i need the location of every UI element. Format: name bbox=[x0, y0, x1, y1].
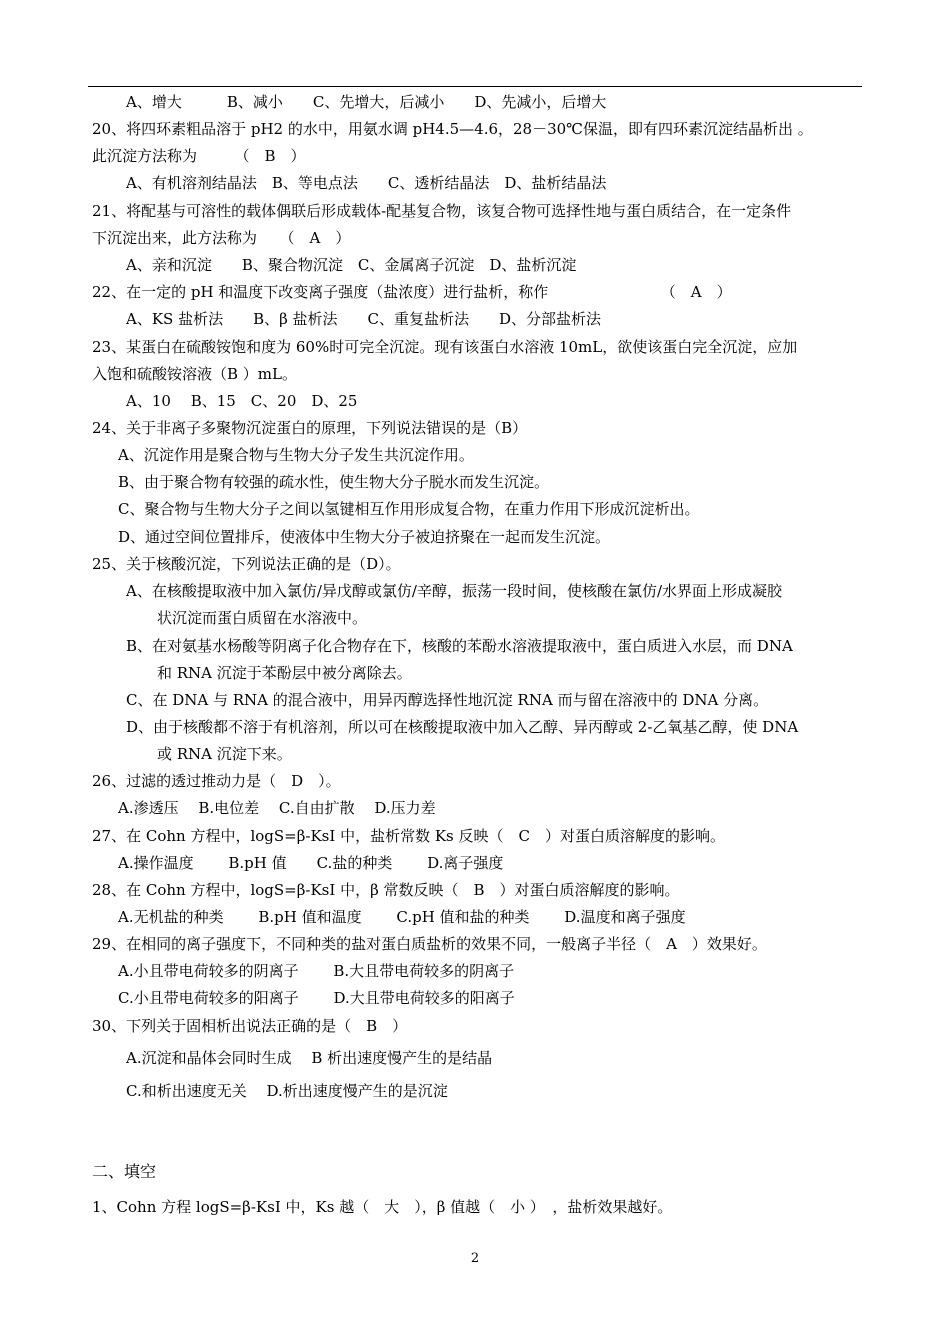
question-28: 28、在 Cohn 方程中，logS=β-KsI 中，β 常数反映（ B ）对蛋白质溶解度的影响。 bbox=[92, 881, 680, 899]
text-line: 下沉淀出来，此方法称为 （ A ） bbox=[92, 229, 351, 247]
option-line: D、由于核酸都不溶于有机溶剂，所以可在核酸提取液中加入乙醇、异丙醇或 2-乙氧基乙醇，使 DNA bbox=[126, 718, 799, 736]
question-22: 22、在一定的 pH 和温度下改变离子强度（盐浓度）进行盐析，称作 （ A ） bbox=[92, 283, 732, 301]
option-line: C、聚合物与生物大分子之间以氢键相互作用形成复合物，在重力作用下形成沉淀析出。 bbox=[118, 500, 700, 518]
question-26: 26、过滤的透过推动力是（ D ）。 bbox=[92, 772, 341, 790]
option-continuation: 和 RNA 沉淀于苯酚层中被分离除去。 bbox=[157, 664, 412, 682]
option-line: A、在核酸提取液中加入氯仿/异戊醇或氯仿/辛醇，振荡一段时间，使核酸在氯仿/水界面上形成凝胶 bbox=[126, 582, 782, 600]
options-line: A、亲和沉淀 B、聚合物沉淀 C、金属离子沉淀 D、盐析沉淀 bbox=[126, 256, 577, 274]
options-line: A.无机盐的种类 B.pH 值和温度 C.pH 值和盐的种类 D.温度和离子强度 bbox=[118, 908, 686, 926]
options-line: A.小且带电荷较多的阴离子 B.大且带电荷较多的阴离子 bbox=[118, 962, 515, 980]
option-continuation: 状沉淀而蛋白质留在水溶液中。 bbox=[157, 609, 368, 627]
text-line: A、增大 B、减小 C、先增大，后减小 D、先减小，后增大 bbox=[126, 93, 607, 111]
options-line: A.渗透压 B.电位差 C.自由扩散 D.压力差 bbox=[118, 799, 436, 817]
options-line: A.操作温度 B.pH 值 C.盐的种类 D.离子强度 bbox=[118, 854, 504, 872]
options-line: A、10 B、15 C、20 D、25 bbox=[126, 392, 358, 410]
question-29: 29、在相同的离子强度下，不同种类的盐对蛋白质盐析的效果不同，一般离子半径（ A ）效果好。 bbox=[92, 935, 767, 953]
page-number: 2 bbox=[470, 1251, 480, 1266]
option-line: B、在对氨基水杨酸等阴离子化合物存在下，核酸的苯酚水溶液提取液中，蛋白质进入水层，而 DNA bbox=[126, 637, 793, 655]
option-line: C、在 DNA 与 RNA 的混合液中，用异丙醇选择性地沉淀 RNA 而与留在溶液中的 DNA 分离。 bbox=[126, 691, 769, 709]
question-23: 23、某蛋白在硫酸铵饱和度为 60%时可完全沉淀。现有该蛋白水溶液 10mL，欲使该蛋白完全沉淀，应加 bbox=[92, 338, 798, 356]
question-20: 20、将四环素粗品溶于 pH2 的水中，用氨水调 pH4.5—4.6，28－30℃保温，即有四环素沉淀结晶析出 。 bbox=[92, 120, 813, 138]
question-24: 24、关于非离子多聚物沉淀蛋白的原理，下列说法错误的是（B） bbox=[92, 419, 528, 437]
options-line: A.沉淀和晶体会同时生成 B 析出速度慢产生的是结晶 bbox=[126, 1049, 493, 1067]
question-21: 21、将配基与可溶性的载体偶联后形成载体-配基复合物，该复合物可选择性地与蛋白质结合，在一定条件 bbox=[92, 202, 792, 220]
option-line: B、由于聚合物有较强的疏水性，使生物大分子脱水而发生沉淀。 bbox=[118, 473, 550, 491]
option-line: A、沉淀作用是聚合物与生物大分子发生共沉淀作用。 bbox=[118, 446, 474, 464]
fill-question-1: 1、Cohn 方程 logS=β-KsI 中，Ks 越（ 大 ），β 值越（ 小 ） ，盐析效果越好。 bbox=[92, 1198, 673, 1216]
question-25: 25、关于核酸沉淀，下列说法正确的是（D）。 bbox=[92, 555, 401, 573]
options-line: A、有机溶剂结晶法 B、等电点法 C、透析结晶法 D、盐析结晶法 bbox=[126, 174, 607, 192]
options-line: C.和析出速度无关 D.析出速度慢产生的是沉淀 bbox=[126, 1082, 448, 1100]
question-27: 27、在 Cohn 方程中，logS=β-KsI 中，盐析常数 Ks 反映（ C ）对蛋白质溶解度的影响。 bbox=[92, 827, 725, 845]
options-line: C.小且带电荷较多的阳离子 D.大且带电荷较多的阳离子 bbox=[118, 989, 515, 1007]
options-line: A、KS 盐析法 B、β 盐析法 C、重复盐析法 D、分部盐析法 bbox=[126, 310, 602, 328]
text-line: 此沉淀方法称为 （ B ） bbox=[92, 147, 306, 165]
question-30: 30、下列关于固相析出说法正确的是（ B ） bbox=[92, 1017, 408, 1035]
header-rule bbox=[88, 86, 862, 87]
section-heading: 二、填空 bbox=[92, 1162, 157, 1181]
text-line: 入饱和硫酸铵溶液（B ）mL。 bbox=[92, 365, 297, 383]
option-continuation: 或 RNA 沉淀下来。 bbox=[157, 745, 292, 763]
option-line: D、通过空间位置排斥，使液体中生物大分子被迫挤聚在一起而发生沉淀。 bbox=[118, 528, 611, 546]
